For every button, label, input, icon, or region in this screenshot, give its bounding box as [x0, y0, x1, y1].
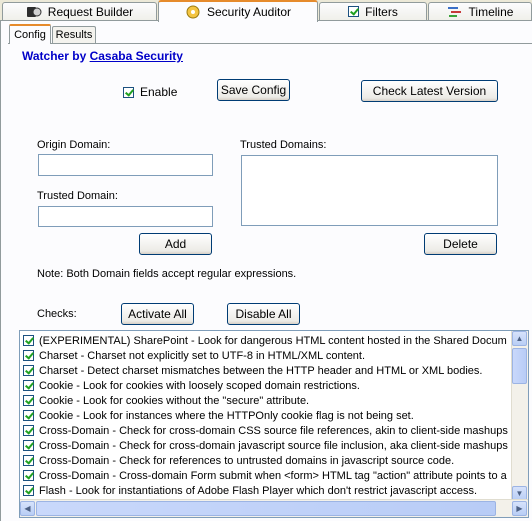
tab-label: Config [14, 29, 46, 41]
check-latest-version-button[interactable] [361, 80, 498, 102]
check-checkbox[interactable] [23, 425, 34, 436]
enable-checkbox-box[interactable] [123, 87, 134, 98]
vertical-scrollbar[interactable] [511, 331, 528, 501]
delete-button[interactable] [424, 233, 497, 255]
add-button[interactable] [139, 233, 212, 255]
list-item[interactable] [23, 378, 360, 393]
check-checkbox[interactable] [23, 395, 34, 406]
request-builder-icon [26, 5, 42, 19]
enable-label: Enable [140, 85, 178, 99]
check-label: (EXPERIMENTAL) SharePoint - Look for dangerous HTML content hosted in the Shared Docum [39, 334, 507, 347]
check-label: Flash - Look for instantiations of Adobe Flash Player which don't restrict javascript access. [39, 484, 478, 497]
check-label: Charset - Detect charset mismatches between the HTTP header and HTML or XML bodies. [39, 364, 483, 377]
regex-note: Note: Both Domain fields accept regular expressions. [37, 268, 297, 280]
check-checkbox[interactable] [23, 335, 34, 346]
disable-all-button[interactable] [227, 303, 300, 325]
list-item[interactable] [23, 393, 309, 408]
tab-label: Filters [365, 4, 398, 19]
list-item[interactable] [23, 483, 477, 498]
activate-all-label: Activate All [128, 307, 187, 321]
tab-timeline[interactable] [428, 2, 532, 20]
disable-all-label: Disable All [235, 307, 292, 321]
check-label: Cross-Domain - Check for cross-domain javascript source file inclusion, aka client-side mashups [39, 439, 508, 452]
horizontal-scroll-thumb[interactable] [36, 501, 496, 516]
filters-icon [348, 6, 359, 17]
list-item[interactable] [23, 468, 507, 483]
check-checkbox[interactable] [23, 365, 34, 376]
tab-results[interactable] [52, 26, 96, 43]
check-checkbox[interactable] [23, 380, 34, 391]
list-item[interactable] [23, 333, 507, 348]
horizontal-scrollbar[interactable] [20, 499, 528, 517]
scroll-down-icon[interactable]: ▼ [512, 486, 527, 501]
checks-label: Checks: [37, 308, 77, 320]
list-item[interactable] [23, 348, 365, 363]
checks-list[interactable] [19, 330, 529, 518]
tab-config[interactable] [9, 24, 51, 44]
save-config-button[interactable] [217, 79, 290, 101]
check-label: Cookie - Look for cookies without the "secure" attribute. [39, 394, 310, 407]
vertical-scroll-thumb[interactable] [512, 348, 527, 384]
origin-domain-label: Origin Domain: [37, 139, 111, 151]
tab-filters[interactable] [319, 2, 427, 20]
tab-security-auditor[interactable] [158, 0, 318, 22]
scroll-up-icon[interactable]: ▲ [512, 331, 527, 346]
check-checkbox[interactable] [23, 455, 34, 466]
check-label: Cookie - Look for instances where the HTTPOnly cookie flag is not being set. [39, 409, 414, 422]
header-prefix: Watcher by [22, 49, 87, 63]
trusted-domain-label: Trusted Domain: [37, 190, 118, 202]
check-checkbox[interactable] [23, 350, 34, 361]
casaba-security-link[interactable]: Casaba Security [89, 49, 183, 63]
security-auditor-icon [185, 4, 201, 20]
tab-label: Timeline [468, 4, 514, 19]
list-item[interactable] [23, 363, 482, 378]
trusted-domain-input[interactable] [38, 206, 213, 227]
check-checkbox[interactable] [23, 470, 34, 481]
check-checkbox[interactable] [23, 440, 34, 451]
list-item[interactable] [23, 438, 508, 453]
tab-request-builder[interactable] [2, 2, 157, 20]
check-label: Cross-Domain - Check for cross-domain CSS source file references, akin to client-side mashups [39, 424, 508, 437]
check-label: Charset - Charset not explicitly set to UTF-8 in HTML/XML content. [39, 349, 366, 362]
activate-all-button[interactable] [121, 303, 194, 325]
add-label: Add [164, 237, 187, 251]
scroll-left-icon[interactable]: ◀ [20, 501, 35, 516]
trusted-domains-list-label: Trusted Domains: [240, 139, 327, 151]
timeline-icon [447, 6, 463, 18]
tab-label: Results [55, 29, 93, 41]
check-label: Cookie - Look for cookies with loosely scoped domain restrictions. [39, 379, 360, 392]
watcher-header [22, 49, 183, 63]
scroll-right-icon[interactable]: ▶ [512, 501, 527, 516]
trusted-domains-list[interactable] [241, 155, 498, 226]
check-checkbox[interactable] [23, 485, 34, 496]
check-label: Cross-Domain - Cross-domain Form submit when <form> HTML tag "action" attribute points to a [39, 469, 507, 482]
check-version-label: Check Latest Version [372, 84, 487, 98]
tab-label: Request Builder [47, 4, 134, 19]
check-checkbox[interactable] [23, 410, 34, 421]
list-item[interactable] [23, 408, 414, 423]
delete-label: Delete [443, 237, 478, 251]
list-item[interactable] [23, 423, 508, 438]
enable-checkbox[interactable] [123, 85, 177, 99]
save-config-label: Save Config [220, 83, 287, 97]
check-label: Cross-Domain - Check for references to untrusted domains in javascript source code. [39, 454, 455, 467]
origin-domain-input[interactable] [38, 154, 213, 176]
list-item[interactable] [23, 453, 454, 468]
tab-label: Security Auditor [206, 5, 292, 19]
